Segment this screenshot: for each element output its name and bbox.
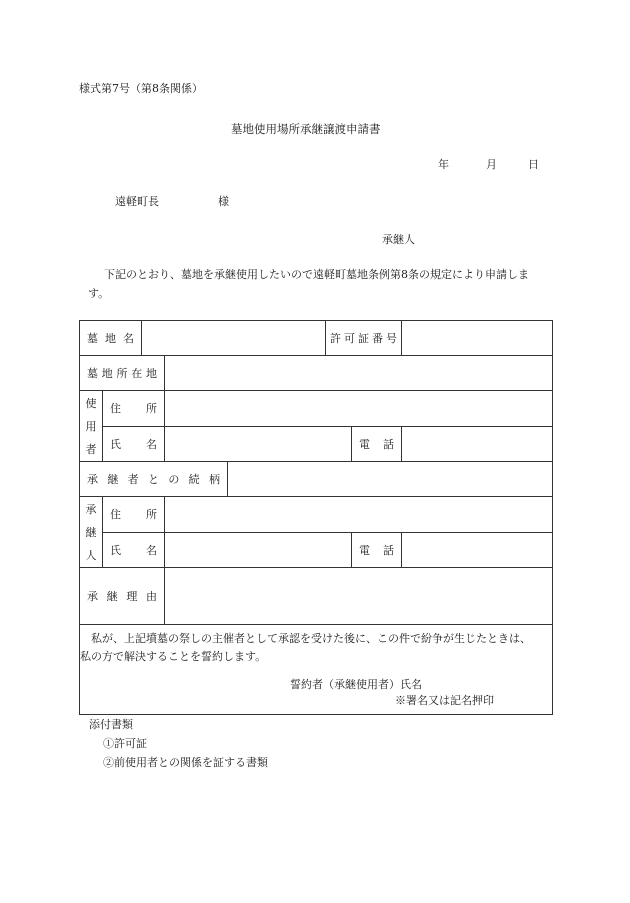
date-month: 月 bbox=[486, 158, 497, 171]
user-name-field[interactable] bbox=[165, 426, 352, 462]
date-line bbox=[438, 156, 539, 172]
label-successor: 承 継 人 bbox=[80, 497, 103, 568]
addressee-honorific: 様 bbox=[218, 195, 229, 208]
oath-block bbox=[80, 625, 553, 715]
permit-number-field[interactable] bbox=[402, 321, 553, 356]
successor-phone-field[interactable] bbox=[402, 532, 553, 568]
label-successor-phone: 電 話 bbox=[352, 532, 402, 568]
label-cemetery-location: 墓 地 所 在 地 bbox=[80, 356, 165, 391]
date-year: 年 bbox=[438, 158, 449, 171]
oath-text-line1: 私が、上記墳墓の祭しの主催者として承認を受けた後に、この件で紛争が生じたときは、 bbox=[91, 632, 531, 645]
form-number: 様式第7号（第8条関係） bbox=[79, 82, 203, 95]
oath-text-line2: 私の方で解決することを誓約します。 bbox=[80, 650, 267, 663]
user-phone-field[interactable] bbox=[402, 426, 553, 462]
applicant-label: 承継人 bbox=[382, 233, 415, 246]
label-reason: 承 継 理 由 bbox=[80, 568, 165, 625]
date-day: 日 bbox=[528, 158, 539, 171]
attachment-item: ①許可証 bbox=[103, 737, 147, 750]
user-address-field[interactable] bbox=[165, 391, 553, 427]
intro-text: 下記のとおり、墓地を承継使用したいので遠軽町墓地条例第8条の規定により申請しま bbox=[104, 268, 529, 281]
label-user-address: 住 所 bbox=[103, 391, 165, 427]
label-successor-address: 住 所 bbox=[103, 497, 165, 533]
label-cemetery-name: 墓 地 名 bbox=[80, 321, 142, 356]
successor-address-field[interactable] bbox=[165, 497, 553, 533]
label-user-phone: 電 話 bbox=[352, 426, 402, 462]
cemetery-location-field[interactable] bbox=[165, 356, 553, 391]
cemetery-name-field[interactable] bbox=[142, 321, 326, 356]
application-table bbox=[79, 320, 553, 715]
label-relationship: 承 継 者 と の 続 柄 bbox=[80, 462, 228, 497]
label-successor-name: 氏 名 bbox=[103, 532, 165, 568]
attachment-item: ②前使用者との関係を証する書類 bbox=[103, 756, 268, 769]
oath-signer-label: 誓約者（承継使用者）氏名 bbox=[290, 678, 422, 691]
label-user: 使 用 者 bbox=[80, 391, 103, 462]
reason-field[interactable] bbox=[165, 568, 553, 625]
successor-name-field[interactable] bbox=[165, 532, 352, 568]
relationship-field[interactable] bbox=[228, 462, 553, 497]
label-permit-number: 許 可 証 番 号 bbox=[326, 321, 402, 356]
label-user-name: 氏 名 bbox=[103, 426, 165, 462]
intro-text-continued: す。 bbox=[88, 287, 110, 300]
attachments-heading: 添付書類 bbox=[89, 718, 133, 731]
oath-signature-note: ※署名又は記名押印 bbox=[395, 694, 494, 707]
document-title: 墓地使用場所承継譲渡申請書 bbox=[231, 122, 381, 136]
addressee-name: 遠軽町長 bbox=[115, 195, 159, 208]
